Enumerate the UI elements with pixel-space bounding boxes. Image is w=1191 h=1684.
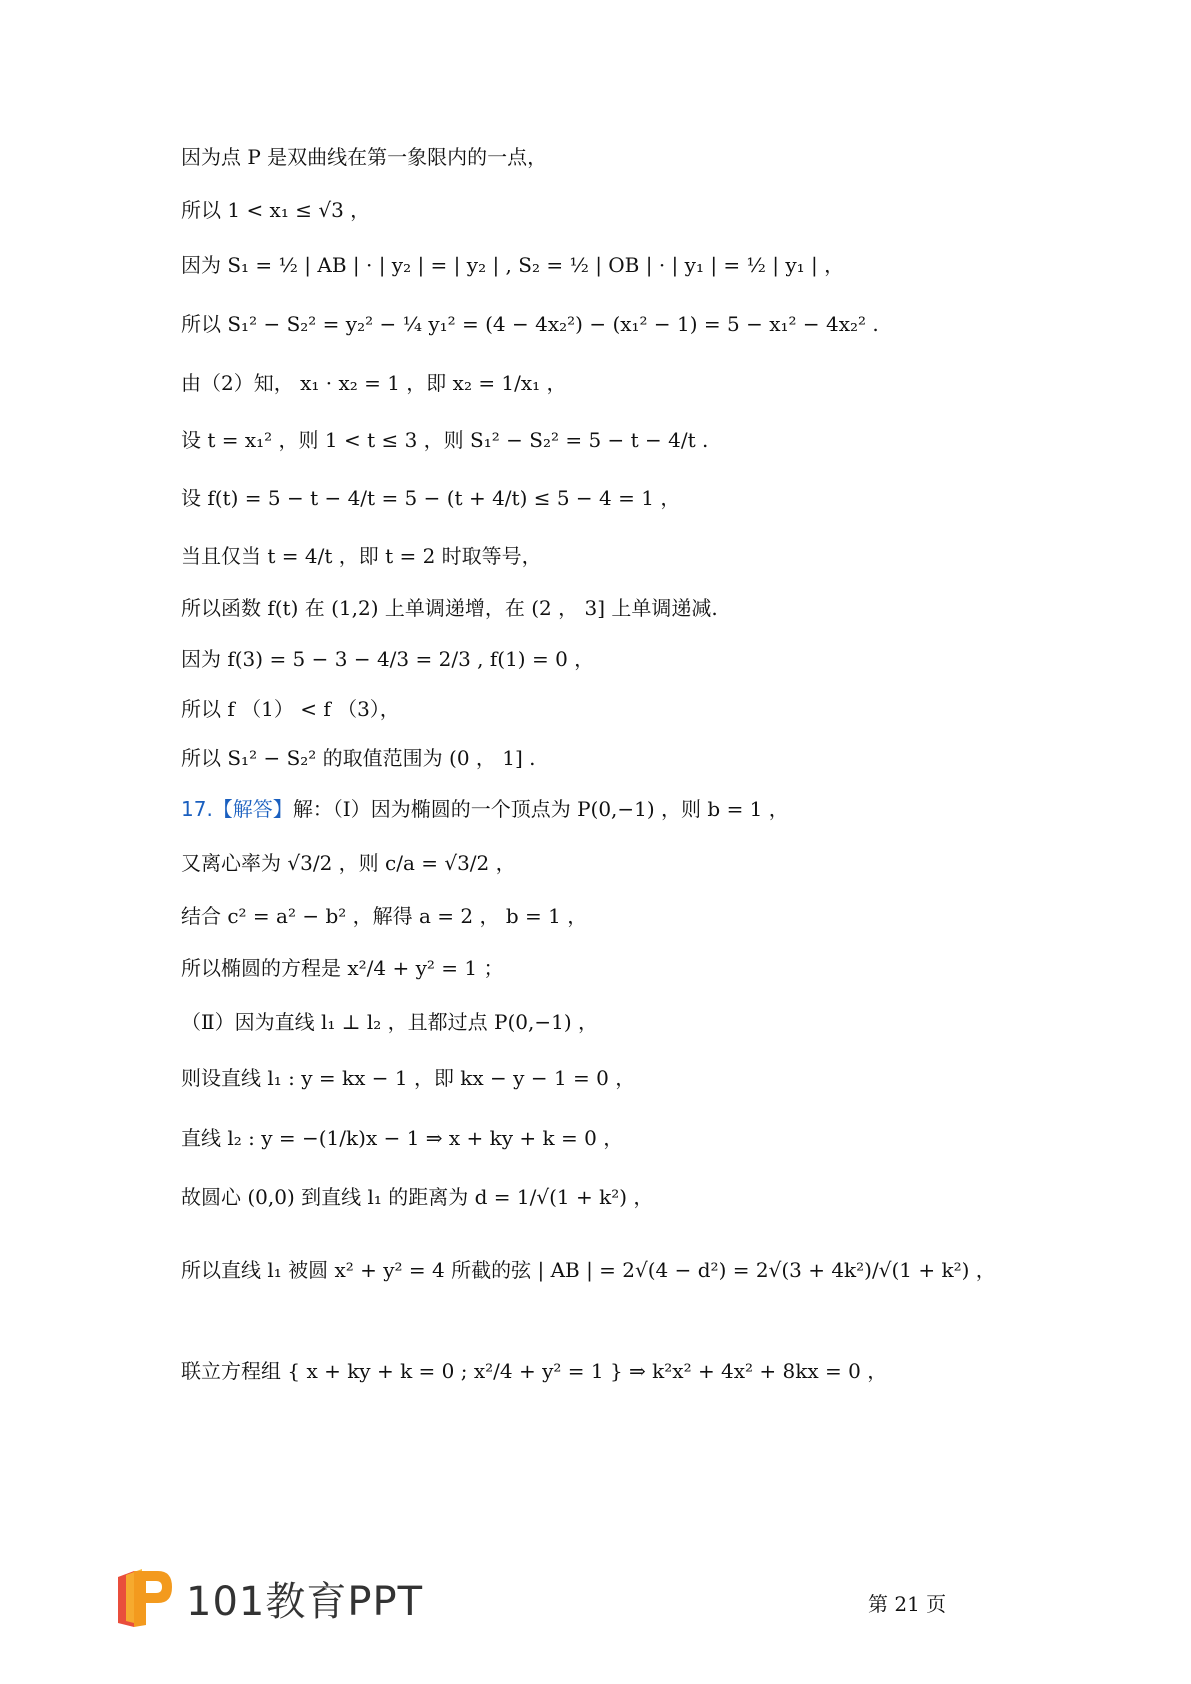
text-line: 当且仅当 t = 4/t ，即 t = 2 时取等号，: [181, 544, 542, 568]
answer-text: 解：（Ⅰ）因为椭圆的一个顶点为 P(0,−1) ，则 b = 1 ，: [292, 797, 789, 821]
answer-label: 17.【解答】: [181, 797, 293, 821]
answer-line: [181, 795, 789, 823]
text-line: 所以 f （1） < f （3），: [181, 697, 400, 721]
text-line: 设 f(t) = 5 − t − 4/t = 5 − (t + 4/t) ≤ 5 − 4 = 1 ，: [181, 486, 681, 510]
text-line: 所以椭圆的方程是 x²/4 + y² = 1 ；: [181, 956, 504, 980]
text-line: 设 t = x₁² ，则 1 < t ≤ 3 ，则 S₁² − S₂² = 5 − t − 4/t .: [181, 428, 709, 452]
text-line: 所以 1 < x₁ ≤ √3 ，: [181, 198, 371, 222]
footer-logo: [112, 1565, 423, 1631]
text-line: 则设直线 l₁ : y = kx − 1 ，即 kx − y − 1 = 0 ，: [181, 1066, 636, 1090]
text-line: 所以直线 l₁ 被圆 x² + y² = 4 所截的弦 | AB | = 2√(4 − d²) = 2√(3 + 4k²)/√(1 + k²) ，: [181, 1258, 996, 1282]
text-line: 由（2）知， x₁ · x₂ = 1 ，即 x₂ = 1/x₁ ，: [181, 371, 567, 395]
logo-icon: [112, 1565, 172, 1631]
text-line: 故圆心 (0,0) 到直线 l₁ 的距离为 d = 1/√(1 + k²) ，: [181, 1185, 654, 1209]
logo-text: 101教育PPT: [186, 1578, 424, 1625]
text-line: 联立方程组 { x + ky + k = 0 ; x²/4 + y² = 1 } ⇒ k²x² + 4x² + 8kx = 0 ，: [181, 1359, 888, 1383]
text-line: 又离心率为 √3/2 ，则 c/a = √3/2 ，: [181, 851, 516, 875]
text-line: 因为 f(3) = 5 − 3 − 4/3 = 2/3 , f(1) = 0 ，: [181, 647, 595, 671]
text-line: 因为点 P 是双曲线在第一象限内的一点，: [181, 145, 548, 169]
text-line: 因为 S₁ = ½ | AB | · | y₂ | = | y₂ | , S₂ = ½ | OB | · | y₁ | = ½ | y₁ | ，: [181, 253, 845, 277]
text-line: 直线 l₂ : y = −(1/k)x − 1 ⇒ x + ky + k = 0 ，: [181, 1126, 624, 1150]
text-line: 所以函数 f(t) 在 (1,2) 上单调递增，在 (2 ， 3] 上单调递减.: [181, 596, 718, 620]
text-line: 结合 c² = a² − b² ，解得 a = 2 ， b = 1 ，: [181, 904, 588, 928]
page-number: 第 21 页: [868, 1592, 947, 1616]
text-line: 所以 S₁² − S₂² 的取值范围为 (0 ， 1] .: [181, 746, 536, 770]
text-line: （Ⅱ）因为直线 l₁ ⊥ l₂ ，且都过点 P(0,−1) ，: [181, 1010, 599, 1034]
text-line: 所以 S₁² − S₂² = y₂² − ¼ y₁² = (4 − 4x₂²) − (x₁² − 1) = 5 − x₁² − 4x₂² .: [181, 312, 879, 336]
